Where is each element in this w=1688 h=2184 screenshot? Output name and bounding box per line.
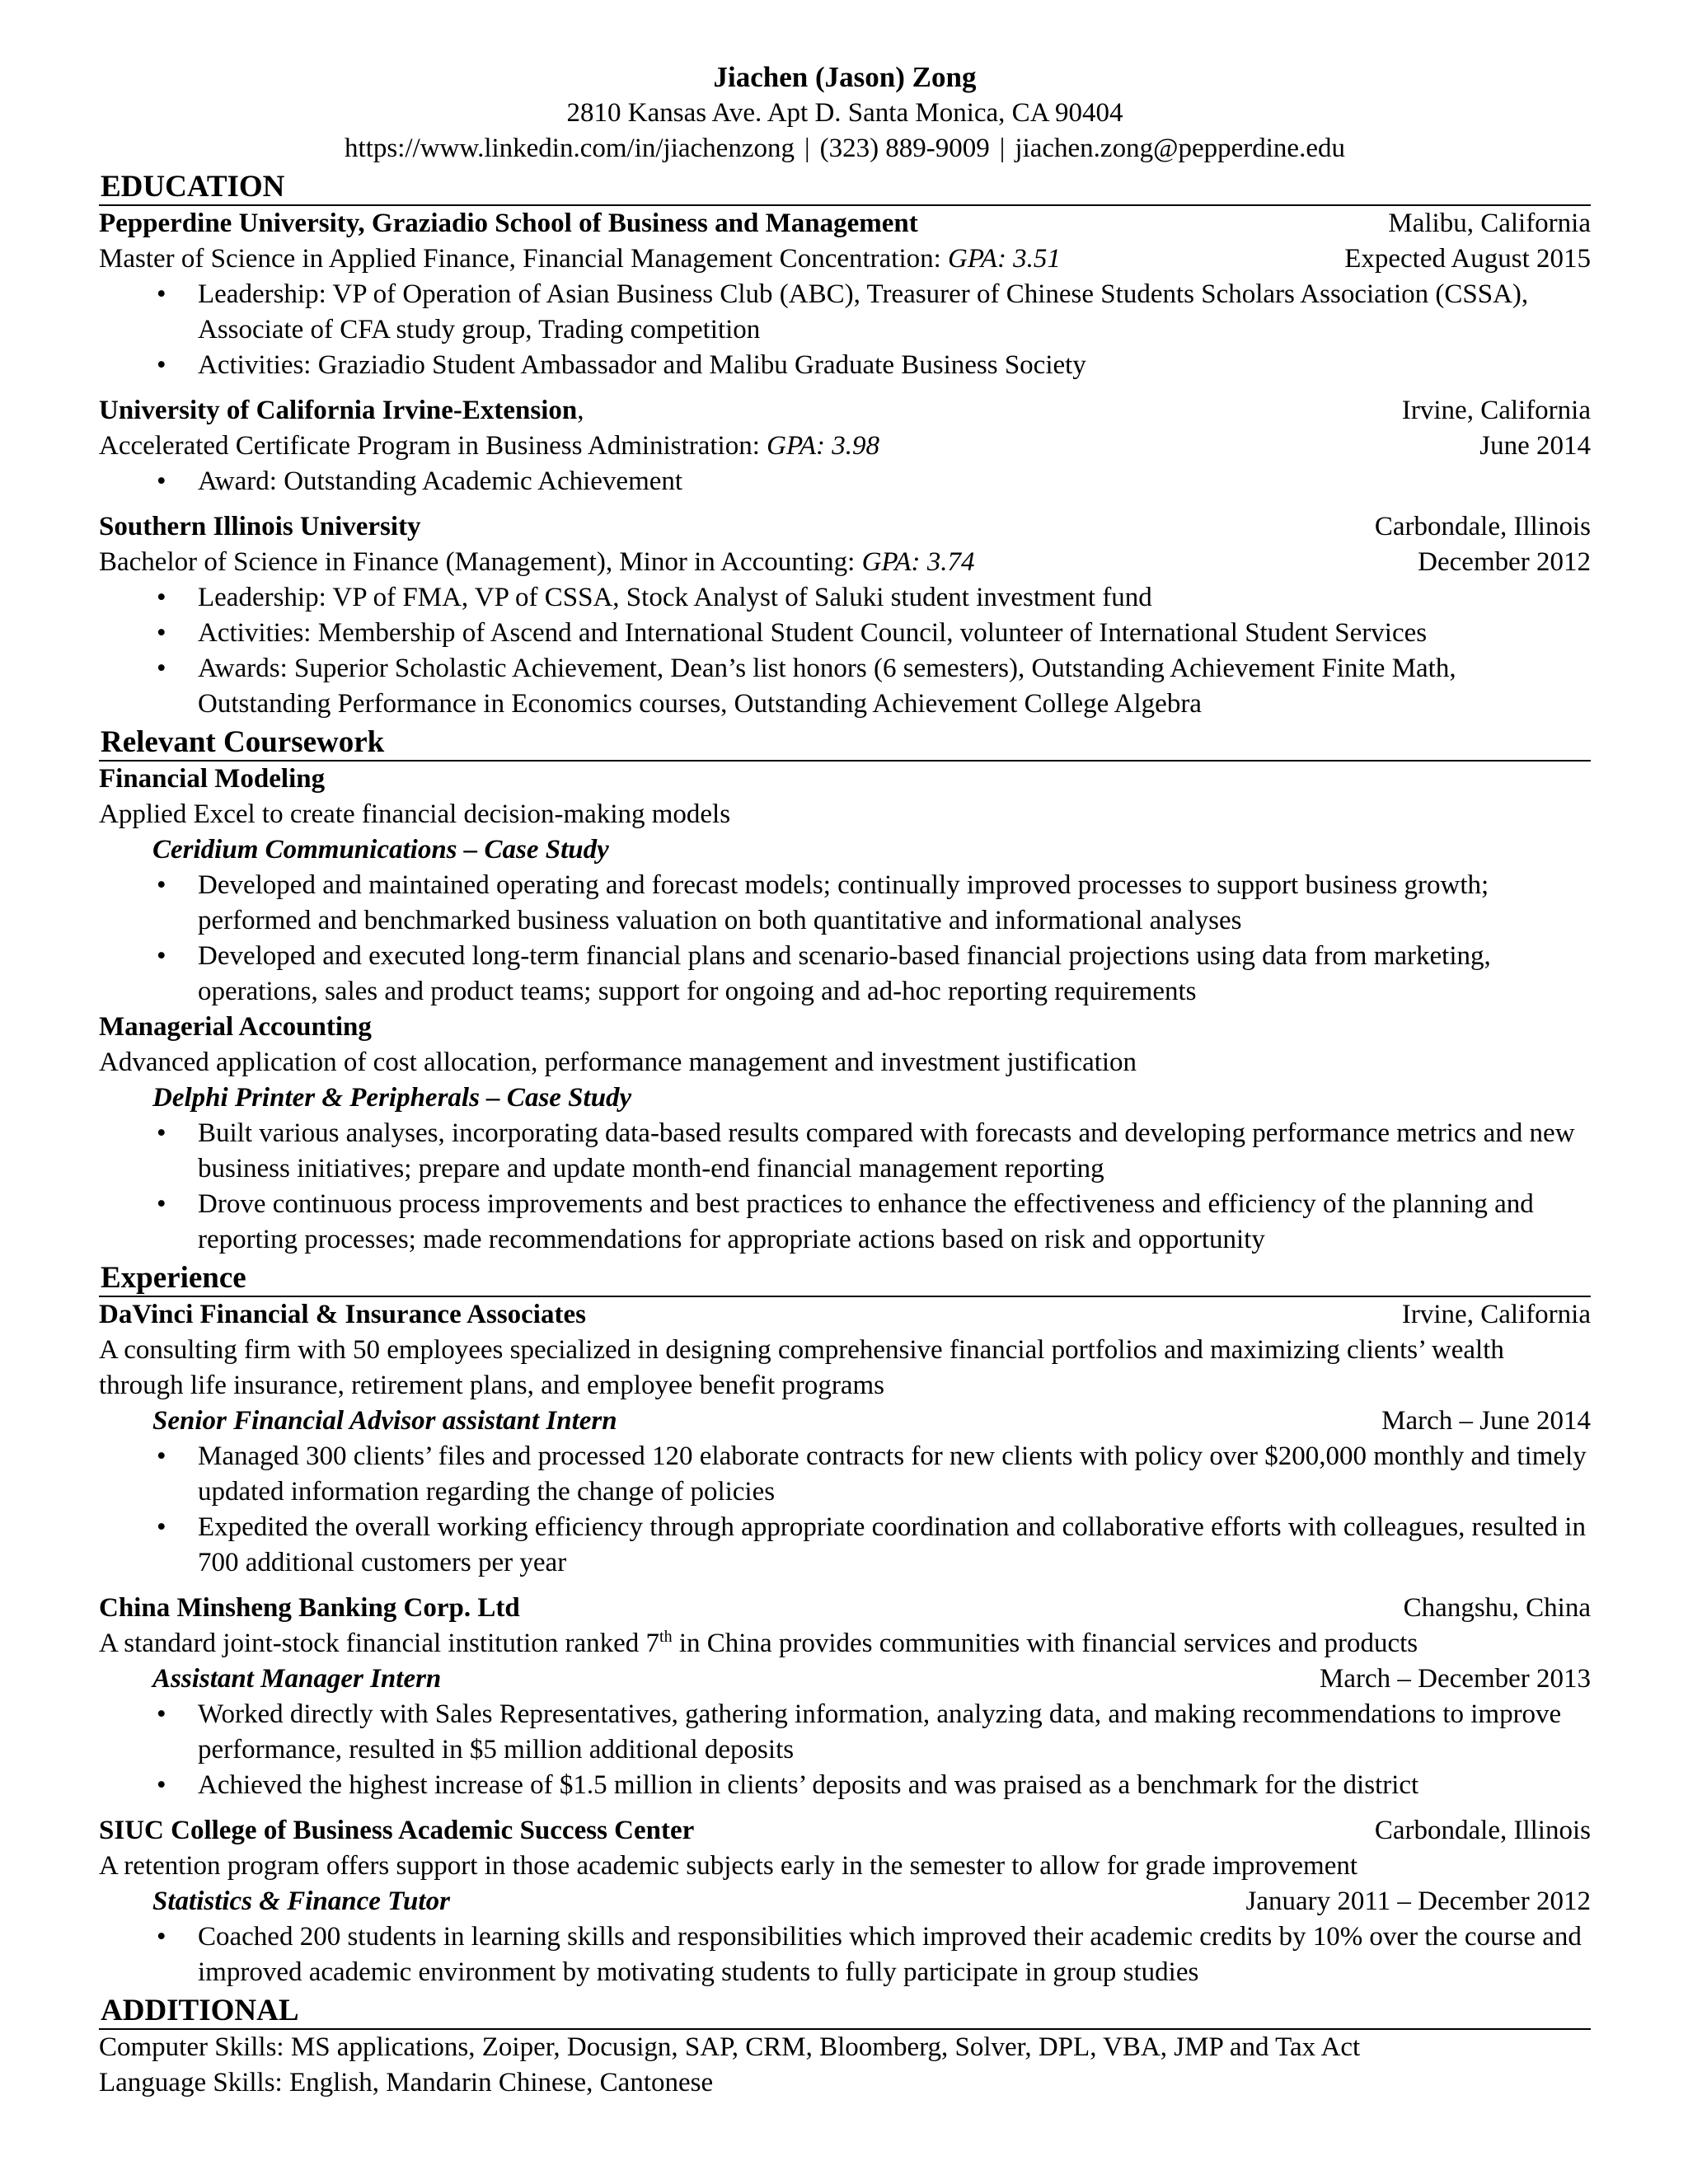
job-entry (99, 1297, 1591, 1581)
course-name: Managerial Accounting (99, 1012, 372, 1042)
description-text: in China provides communities with financial services and products (672, 1629, 1418, 1658)
school-entry (99, 393, 1591, 499)
list-item: • Developed and maintained operating and forecast models; continually improved processes to support business growth; performed and benchmarked business valuation on both quantitative and informational analyses (99, 868, 1591, 939)
language-skills: Language Skills: English, Mandarin Chinese, Cantonese (99, 2068, 714, 2097)
experience-section-title: Experience (99, 1261, 1591, 1297)
school-name: Southern Illinois University (99, 512, 421, 541)
company-description: A consulting firm with 50 employees specialized in designing comprehensive financial portfolios and maximizing clients’ wealth through life insurance, retirement plans, and employee benefit programs (99, 1335, 1504, 1400)
job-role: Statistics & Finance Tutor (152, 1886, 450, 1916)
school-name: University of California Irvine-Extension (99, 396, 578, 425)
education-section (99, 206, 1591, 722)
list-item: • Managed 300 clients’ files and processed 120 elaborate contracts for new clients with policy over $200,000 monthly and timely updated information regarding the change of policies (99, 1439, 1591, 1510)
job-location: Carbondale, Illinois (1374, 1816, 1591, 1845)
school-location: Irvine, California (1401, 396, 1591, 425)
company-name: DaVinci Financial & Insurance Associates (99, 1300, 586, 1329)
list-item: • Achieved the highest increase of $1.5 million in clients’ deposits and was praised as a benchmark for the district (99, 1768, 1591, 1803)
ordinal-suffix: th (659, 1628, 673, 1646)
job-date: March – December 2013 (1320, 1664, 1591, 1694)
case-study-title: Ceridium Communications – Case Study (152, 835, 609, 865)
company-name: SIUC College of Business Academic Success Center (99, 1816, 695, 1845)
company-description (99, 1626, 1591, 1661)
company-description: A retention program offers support in those academic subjects early in the semester to allow for grade improvement (99, 1851, 1358, 1881)
job-role: Senior Financial Advisor assistant Intern (152, 1406, 617, 1436)
degree: Master of Science in Applied Finance, Financial Management Concentration: (99, 244, 949, 274)
gpa: GPA: 3.98 (767, 431, 880, 461)
list-item: • Expedited the overall working efficiency through appropriate coordination and collaborative efforts with colleagues, resulted in 700 additional customers per year (99, 1510, 1591, 1581)
job-entry (99, 1591, 1591, 1803)
course-entry (99, 762, 1591, 1010)
school-name-suffix: , (577, 396, 584, 425)
school-date: June 2014 (1479, 431, 1591, 461)
course-description: Applied Excel to create financial decision-making models (99, 799, 731, 829)
case-study-title: Delphi Printer & Peripherals – Case Study (152, 1083, 632, 1113)
description-text: A standard joint-stock financial institution ranked 7 (99, 1629, 660, 1658)
list-item: • Drove continuous process improvements and best practices to enhance the effectiveness and efficiency of the planning and reporting processes; made recommendations for appropriate actions based on risk and opportunity (99, 1187, 1591, 1258)
list-item: • Leadership: VP of FMA, VP of CSSA, Stock Analyst of Saluki student investment fund (99, 580, 1591, 616)
school-location: Malibu, California (1388, 209, 1591, 238)
list-item: • Worked directly with Sales Representatives, gathering information, analyzing data, and making recommendations to improve performance, resulted in $5 million additional deposits (99, 1697, 1591, 1768)
job-role: Assistant Manager Intern (152, 1664, 442, 1694)
school-date: Expected August 2015 (1344, 244, 1591, 274)
gpa: GPA: 3.74 (861, 547, 975, 577)
job-date: March – June 2014 (1381, 1406, 1591, 1436)
degree: Accelerated Certificate Program in Business Administration: (99, 431, 767, 461)
course-entry (99, 1010, 1591, 1258)
education-section-title: EDUCATION (99, 170, 1591, 206)
school-location: Carbondale, Illinois (1374, 512, 1591, 541)
computer-skills: Computer Skills: MS applications, Zoiper, Docusign, SAP, CRM, Bloomberg, Solver, DPL, VBA, JMP and Tax Act (99, 2032, 1361, 2062)
linkedin-link[interactable]: https://www.linkedin.com/in/jiachenzong (345, 134, 795, 163)
additional-section (99, 2030, 1591, 2101)
additional-section-title: ADDITIONAL (99, 1994, 1591, 2030)
list-item: • Developed and executed long-term financial plans and scenario-based financial projections using data from marketing, operations, sales and product teams; support for ongoing and ad-hoc reporting requirements (99, 939, 1591, 1010)
company-name: China Minsheng Banking Corp. Ltd (99, 1593, 520, 1623)
course-name: Financial Modeling (99, 764, 326, 794)
candidate-name: Jiachen (Jason) Zong (713, 61, 977, 93)
school-date: December 2012 (1418, 547, 1591, 577)
school-entry (99, 509, 1591, 722)
job-location: Irvine, California (1401, 1300, 1591, 1329)
phone: (323) 889-9009 (819, 134, 990, 163)
gpa: GPA: 3.51 (948, 244, 1061, 274)
experience-section (99, 1297, 1591, 1990)
job-location: Changshu, China (1403, 1593, 1591, 1623)
degree: Bachelor of Science in Finance (Management), Minor in Accounting: (99, 547, 862, 577)
list-item: • Awards: Superior Scholastic Achievement, Dean’s list honors (6 semesters), Outstanding Achievement Finite Math, Outstanding Performance in Economics courses, Outstanding Achievement College Algebra (99, 651, 1591, 722)
address: 2810 Kansas Ave. Apt D. Santa Monica, CA 90404 (566, 98, 1123, 128)
resume-header (99, 59, 1591, 166)
job-entry (99, 1813, 1591, 1990)
list-item: • Activities: Membership of Ascend and International Student Council, volunteer of International Student Services (99, 616, 1591, 651)
course-description: Advanced application of cost allocation, performance management and investment justification (99, 1047, 1137, 1077)
contact-line (99, 131, 1591, 166)
list-item: • Activities: Graziadio Student Ambassador and Malibu Graduate Business Society (99, 348, 1591, 383)
list-item: • Leadership: VP of Operation of Asian Business Club (ABC), Treasurer of Chinese Students Scholars Association (CSSA), Associate of CFA study group, Trading competition (99, 277, 1591, 348)
coursework-section (99, 762, 1591, 1258)
school-entry (99, 206, 1591, 383)
list-item: • Coached 200 students in learning skills and responsibilities which improved their academic credits by 10% over the course and improved academic environment by motivating students to fully participate in group studies (99, 1919, 1591, 1990)
separator: | (999, 134, 1006, 163)
separator: | (804, 134, 810, 163)
resume-page (99, 59, 1591, 2101)
job-date: January 2011 – December 2012 (1245, 1886, 1591, 1916)
school-name: Pepperdine University, Graziadio School of Business and Management (99, 209, 918, 238)
email-link[interactable]: jiachen.zong@pepperdine.edu (1015, 134, 1345, 163)
list-item: • Award: Outstanding Academic Achievement (99, 464, 1591, 499)
coursework-section-title: Relevant Coursework (99, 725, 1591, 762)
list-item: • Built various analyses, incorporating data-based results compared with forecasts and developing performance metrics and new business initiatives; prepare and update month-end financial management reporting (99, 1116, 1591, 1187)
